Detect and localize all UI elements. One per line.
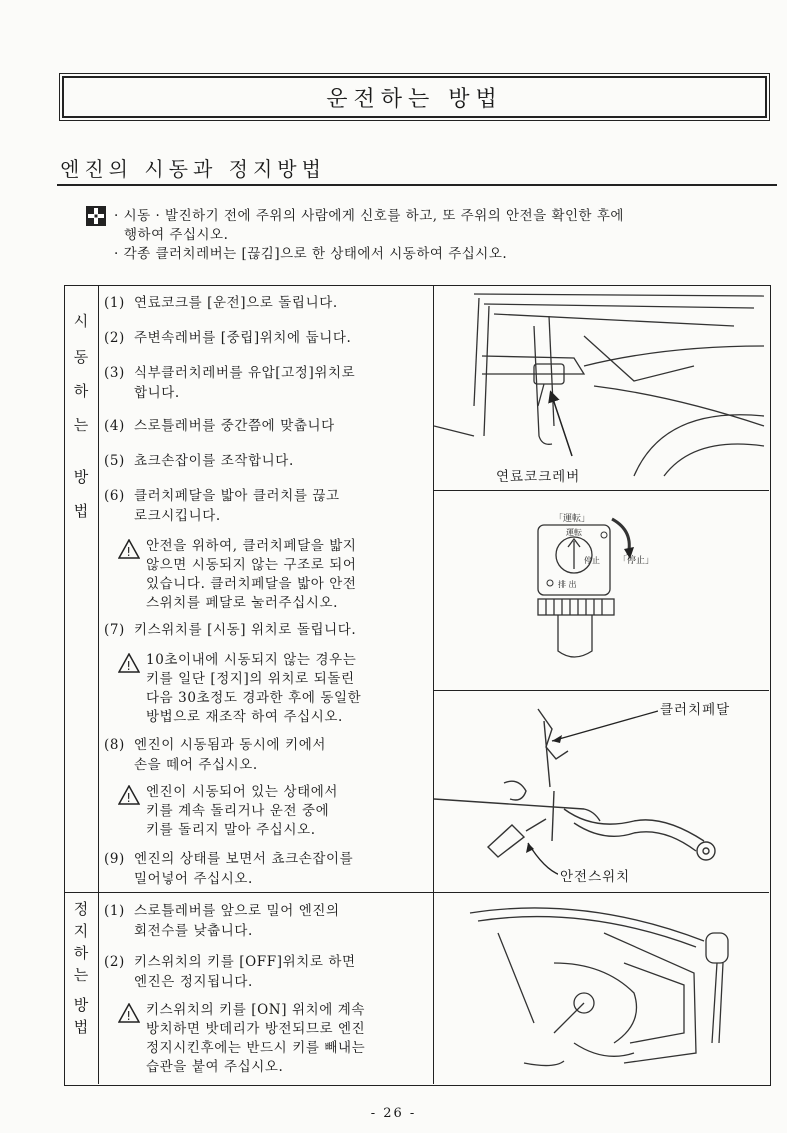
warning-text: 방법으로 재조작 하여 주십시오. [146,709,343,725]
step-text: 클러치페달을 밟아 클러치를 끊고 [134,488,340,504]
label-char: 법 [73,1018,89,1036]
note-cross-icon [86,206,106,226]
label-char: 시 [73,312,89,330]
step-text: 스로틀레버를 중간쯤에 맞춥니다 [134,418,335,434]
step-text: 손을 떼어 주십시오. [134,757,258,773]
note-line: · 시동 · 발진하기 전에 주위의 사람에게 신호를 하고, 또 주위의 안전을 확인한 후에 [114,208,624,224]
warning-block [118,783,428,840]
label-char: 법 [73,502,89,520]
warning-text: 정지시킨후에는 반드시 키를 빼내는 [146,1040,366,1056]
page-title-box [62,76,767,118]
drain-label: 排 出 [558,580,577,589]
warning-block [118,1001,428,1077]
label-char: 는 [73,966,89,984]
warning-text: 10초이내에 시동되지 않는 경우는 [146,652,357,668]
label-char: 방 [73,468,89,486]
warning-text: 키를 계속 돌리거나 운전 중에 [146,803,330,819]
step-item [104,416,434,436]
step-item [104,952,434,992]
fuel-cock-figure [434,286,768,490]
safety-switch-caption: 안전스위치 [558,865,632,885]
warning-text: 다음 30초정도 경과한 후에 동일한 [146,690,362,706]
run-label-inner: 運転 [566,528,582,537]
step-text: 키스위치를 [시동] 위치로 돌립니다. [134,622,357,638]
step-text: 회전수를 낮춥니다. [134,923,253,939]
warning-text: 안전을 위하여, 클러치페달을 밟지 [146,538,357,554]
warning-icon [118,785,140,805]
clutch-pedal-figure [434,691,768,891]
step-item [104,849,434,889]
step-item [104,735,434,775]
label-char: 방 [73,996,89,1014]
run-label-outer: 「運転」 [554,514,591,524]
page-title: 운전하는 방법 [326,86,503,112]
svg-text:!: ! [126,659,132,673]
warning-text: 키를 일단 [정지]의 위치로 되돌린 [146,671,355,687]
fuel-cock-caption: 연료코크레버 [494,465,582,485]
svg-text:!: ! [126,791,132,805]
note-line: · 각종 클러치레버는 [끊김]으로 한 상태에서 시동하여 주십시오. [114,246,508,262]
step-text: 연료코크를 [운전]으로 돌립니다. [134,295,338,311]
step-number: (9) [104,851,125,867]
step-text: 주변속레버를 [중립]위치에 둡니다. [134,330,352,346]
warning-text: 키를 돌리지 말아 주십시오. [146,822,316,838]
step-item [104,901,434,941]
notes [114,207,779,264]
section-rule [57,184,777,186]
fuel-cock-position-figure [434,491,768,689]
label-char: 하 [73,382,89,400]
warning-text: 엔진이 시동되어 있는 상태에서 [146,784,339,800]
label-char: 동 [73,348,89,366]
step-number: (1) [104,903,125,919]
warning-icon [118,653,140,673]
warning-block [118,537,428,613]
step-number: (1) [104,295,125,311]
step-number: (5) [104,453,125,469]
warning-text: 스위치를 페달로 눌러주십시오. [146,595,339,611]
step-text: 스로틀레버를 앞으로 밀어 엔진의 [134,903,340,919]
step-item [104,451,434,471]
step-number: (7) [104,622,125,638]
warning-text: 키스위치의 키를 [ON] 위치에 계속 [146,1002,366,1018]
step-number: (4) [104,418,125,434]
step-item [104,486,434,526]
warning-text: 않으면 시동되지 않는 구조로 되어 [146,557,357,573]
step-number: (2) [104,954,125,970]
step-item [104,620,434,640]
step-text: 밀어넣어 주십시오. [134,871,253,887]
section-title: 엔진의 시동과 정지방법 [60,157,326,181]
stop-label-outer: 「停止」 [618,556,655,566]
stop-label-inner: 停止 [584,556,600,565]
warning-block [118,651,428,727]
label-char: 지 [73,922,89,940]
label-char: 는 [73,416,89,434]
step-number: (6) [104,488,125,504]
svg-text:!: ! [126,1009,132,1023]
label-char: 정 [73,900,89,918]
step-item [104,363,434,403]
clutch-pedal-caption: 클러치페달 [658,698,732,718]
key-switch-figure [434,893,768,1083]
warning-icon [118,1003,140,1023]
warning-icon [118,539,140,559]
step-text: 엔진은 정지됩니다. [134,974,253,990]
note-line: 행하여 주십시오. [124,227,229,243]
step-number: (3) [104,365,125,381]
step-text: 로크시킵니다. [134,508,221,524]
step-item [104,328,434,348]
step-text: 엔진의 상태를 보면서 쵸크손잡이를 [134,851,354,867]
step-item [104,293,434,313]
step-text: 쵸크손잡이를 조작합니다. [134,453,294,469]
step-text: 엔진이 시동됨과 동시에 키에서 [134,737,327,753]
warning-text: 방치하면 밧데리가 방전되므로 엔진 [146,1021,366,1037]
step-number: (8) [104,737,125,753]
step-text: 합니다. [134,385,180,401]
step-number: (2) [104,330,125,346]
warning-text: 있습니다. 클러치페달을 밟아 안전 [146,576,357,592]
step-text: 식부클러치레버를 유압[고정]위치로 [134,365,356,381]
svg-text:!: ! [126,545,132,559]
label-char: 하 [73,944,89,962]
step-text: 키스위치의 키를 [OFF]위치로 하면 [134,954,356,970]
warning-text: 습관을 붙여 주십시오. [146,1059,284,1075]
page-number: - 26 - [370,1106,417,1121]
